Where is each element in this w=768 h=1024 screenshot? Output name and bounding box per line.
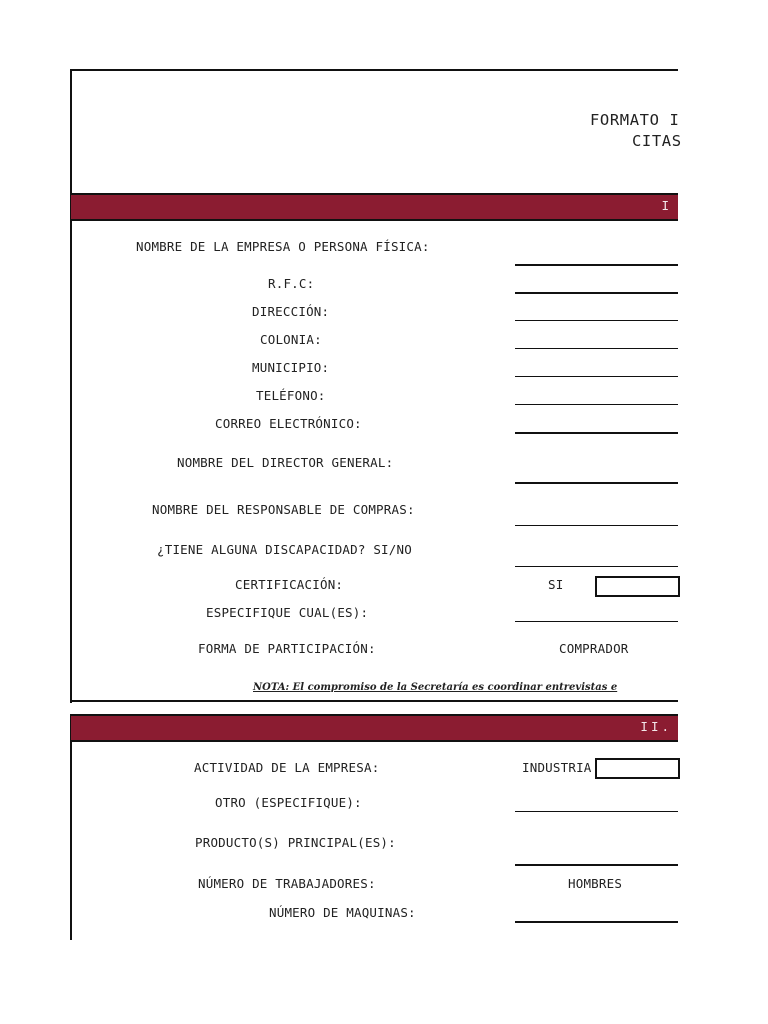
label-actividad: ACTIVIDAD DE LA EMPRESA: xyxy=(194,760,380,775)
actividad-option-industria: INDUSTRIA xyxy=(522,760,592,775)
actividad-industria-checkbox[interactable] xyxy=(595,758,680,779)
label-especifique: ESPECIFIQUE CUAL(ES): xyxy=(206,605,369,620)
section1-note: NOTA: El compromiso de la Secretaría es coordinar entrevistas e xyxy=(253,682,618,693)
input-colonia[interactable] xyxy=(515,348,678,349)
label-maquinas: NÚMERO DE MAQUINAS: xyxy=(269,905,416,920)
input-rfc[interactable] xyxy=(515,292,678,294)
label-trabajadores: NÚMERO DE TRABAJADORES: xyxy=(198,876,376,891)
input-correo[interactable] xyxy=(515,432,678,434)
certificacion-option-si: SI xyxy=(548,577,564,592)
label-municipio: MUNICIPIO: xyxy=(252,360,330,375)
form-title-line1: FORMATO I xyxy=(590,111,680,129)
section2-header-label: II. xyxy=(640,719,672,734)
label-certificacion: CERTIFICACIÓN: xyxy=(235,577,344,592)
label-empresa: NOMBRE DE LA EMPRESA O PERSONA FÍSICA: xyxy=(136,239,430,254)
trabajadores-option-hombres: HOMBRES xyxy=(568,876,623,891)
label-director: NOMBRE DEL DIRECTOR GENERAL: xyxy=(177,455,394,470)
input-municipio[interactable] xyxy=(515,376,678,377)
section2-header-bar xyxy=(71,714,678,742)
input-producto[interactable] xyxy=(515,864,678,866)
form-title-line2: CITAS xyxy=(632,132,682,150)
label-otro: OTRO (ESPECIFIQUE): xyxy=(215,795,362,810)
input-empresa[interactable] xyxy=(515,264,678,266)
input-direccion[interactable] xyxy=(515,320,678,321)
input-discapacidad[interactable] xyxy=(515,566,678,567)
section1-bottom-border xyxy=(70,700,678,702)
label-telefono: TELÉFONO: xyxy=(256,388,326,403)
label-correo: CORREO ELECTRÓNICO: xyxy=(215,416,362,431)
label-direccion: DIRECCIÓN: xyxy=(252,304,330,319)
label-discapacidad: ¿TIENE ALGUNA DISCAPACIDAD? SI/NO xyxy=(157,542,412,557)
input-especifique[interactable] xyxy=(515,621,678,622)
input-otro[interactable] xyxy=(515,811,678,812)
participacion-option-comprador[interactable]: COMPRADOR xyxy=(559,641,629,656)
section2-left-border xyxy=(70,714,72,940)
certificacion-si-checkbox[interactable] xyxy=(595,576,680,597)
section1-header-label: I xyxy=(661,198,672,213)
input-director[interactable] xyxy=(515,482,678,484)
input-telefono[interactable] xyxy=(515,404,678,405)
input-maquinas[interactable] xyxy=(515,921,678,923)
input-responsable-compras[interactable] xyxy=(515,525,678,526)
label-rfc: R.F.C: xyxy=(268,276,315,291)
label-responsable-compras: NOMBRE DEL RESPONSABLE DE COMPRAS: xyxy=(152,502,415,517)
form-top-border xyxy=(70,69,678,71)
label-participacion: FORMA DE PARTICIPACIÓN: xyxy=(198,641,376,656)
label-colonia: COLONIA: xyxy=(260,332,322,347)
form-left-border xyxy=(70,69,72,703)
label-producto: PRODUCTO(S) PRINCIPAL(ES): xyxy=(195,835,396,850)
section1-header-bar xyxy=(71,193,678,221)
